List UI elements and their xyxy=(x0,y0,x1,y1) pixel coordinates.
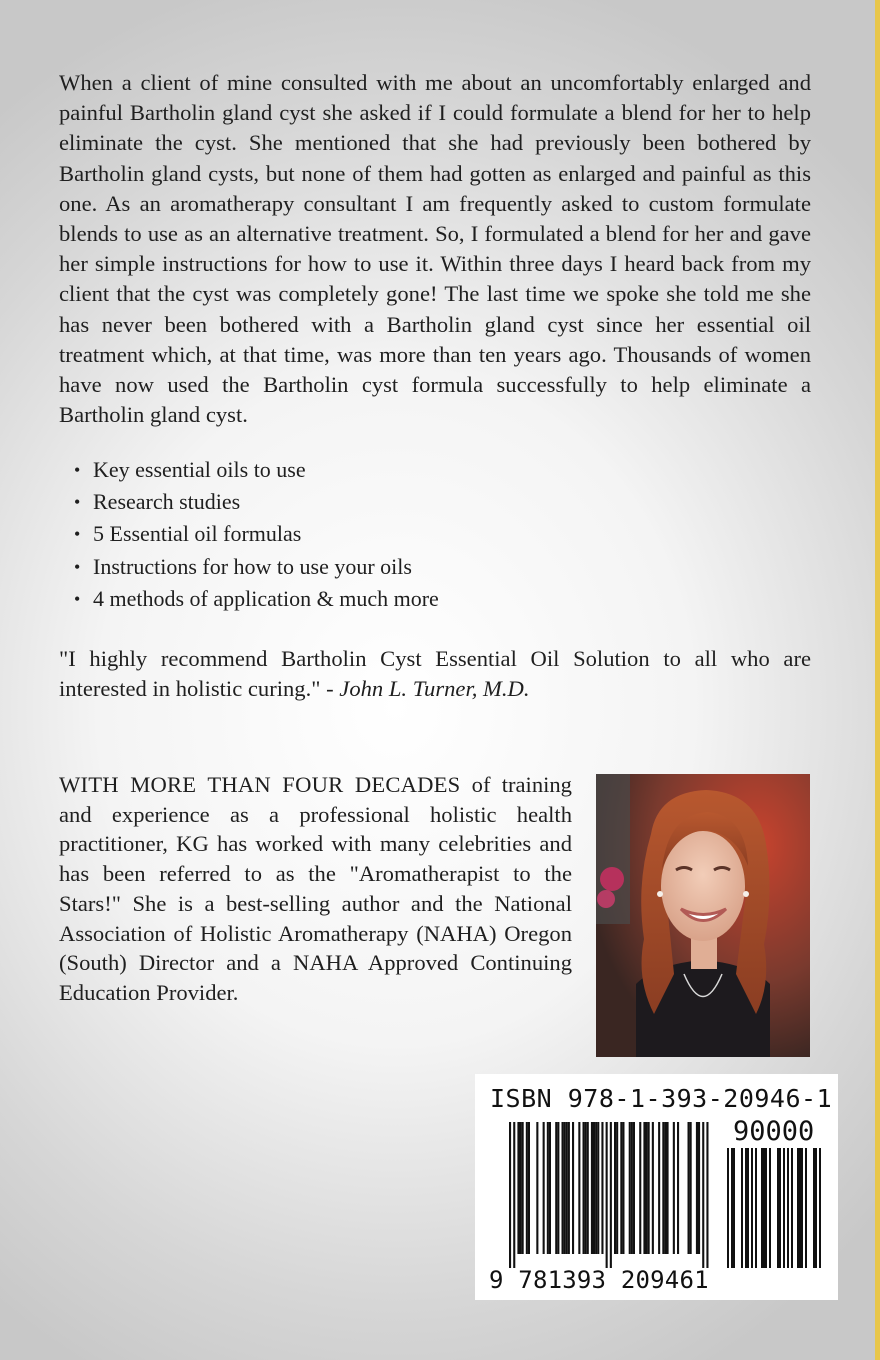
barcode-bar xyxy=(677,1122,679,1254)
barcode-bar xyxy=(509,1122,511,1268)
addon-bar xyxy=(777,1148,779,1268)
addon-bar xyxy=(799,1148,801,1268)
barcode-bar xyxy=(616,1122,618,1254)
barcode-bar xyxy=(652,1122,654,1254)
addon-bar xyxy=(787,1148,789,1268)
barcode-bar xyxy=(597,1122,599,1254)
barcode-bar xyxy=(662,1122,664,1254)
barcode-bar xyxy=(620,1122,622,1254)
barcode-bar xyxy=(667,1122,669,1254)
addon-bar xyxy=(765,1148,767,1268)
barcode-bar xyxy=(547,1122,549,1254)
barcode-bar xyxy=(631,1122,633,1254)
feature-item: • 5 Essential oil formulas xyxy=(74,518,439,550)
feature-item: • Key essential oils to use xyxy=(74,454,439,486)
barcode-bar xyxy=(702,1122,704,1268)
barcode-bar xyxy=(578,1122,580,1254)
addon-bar xyxy=(741,1148,743,1268)
barcode-bar xyxy=(513,1122,515,1268)
addon-bar xyxy=(819,1148,821,1268)
feature-item: • Instructions for how to use your oils xyxy=(74,551,439,583)
barcode-bar xyxy=(614,1122,616,1254)
ean13-barcode-bars xyxy=(509,1122,719,1268)
intro-paragraph: When a client of mine consulted with me about an uncomfortably enlarged and painful Bartholin gland cyst she asked if I could formulate a blend for her to help eliminate the cyst. She mentioned that she had previously been bothered by Bartholin gland cysts, but none of them had gotten as enlarged and painful as this one. As an aromatherapy consultant I am frequently asked to custom formulate blends to use as an alternative treatment. So, I formulated a blend for her and gave her simple instructions for how to use it. Within three days I heard back from my client that the cyst was completely gone! The last time we spoke she told me she has never been bothered with a Bartholin gland cyst since her essential oil treatment which, at that time, was more than ten years ago. Thousands of women have now used the Bartholin cyst formula successfully to help eliminate a Bartholin gland cyst. xyxy=(59,70,811,428)
barcode-bar xyxy=(555,1122,557,1254)
barcode-bar xyxy=(526,1122,528,1254)
addon-bar xyxy=(731,1148,733,1268)
barcode-bar xyxy=(572,1122,574,1254)
barcode-bar xyxy=(639,1122,641,1254)
author-bio-lead: WITH MORE THAN FOUR DECADES xyxy=(59,772,461,797)
barcode-bar xyxy=(664,1122,666,1254)
barcode-bar xyxy=(549,1122,551,1254)
addon-bar xyxy=(761,1148,763,1268)
barcode-bar xyxy=(593,1122,595,1254)
barcode-bar xyxy=(673,1122,675,1254)
barcode-bar xyxy=(536,1122,538,1254)
addon-bar xyxy=(791,1148,793,1268)
barcode-bar xyxy=(587,1122,589,1254)
testimonial-author: John L. Turner, M.D. xyxy=(339,676,530,702)
barcode-bar xyxy=(517,1122,519,1254)
testimonial-separator: - xyxy=(320,676,340,702)
cover-edge-stripe xyxy=(875,0,880,1360)
barcode-bar xyxy=(566,1122,568,1254)
barcode-bar xyxy=(543,1122,545,1254)
addon-bar xyxy=(755,1148,757,1268)
addon-bar xyxy=(769,1148,771,1268)
barcode-bar xyxy=(629,1122,631,1254)
isbn-barcode xyxy=(475,1074,838,1300)
testimonial xyxy=(59,644,811,704)
barcode-bar xyxy=(698,1122,700,1254)
barcode-bar xyxy=(696,1122,698,1254)
barcode-bar xyxy=(591,1122,593,1254)
addon-bar xyxy=(813,1148,815,1268)
testimonial-text: "I highly recommend Bartholin Cyst Essential Oil Solution to all who are interested in holistic curing." xyxy=(59,646,811,702)
barcode-bar xyxy=(564,1122,566,1254)
barcode-bar xyxy=(610,1122,612,1268)
feature-list xyxy=(74,454,439,615)
barcode-bar xyxy=(648,1122,650,1254)
addon-bar xyxy=(815,1148,817,1268)
barcode-bar xyxy=(522,1122,524,1254)
addon-bar xyxy=(763,1148,765,1268)
barcode-bar xyxy=(690,1122,692,1254)
barcode-bar xyxy=(595,1122,597,1254)
barcode-bar xyxy=(706,1122,708,1268)
addon-bar xyxy=(727,1148,729,1268)
barcode-bar xyxy=(528,1122,530,1254)
barcode-bar xyxy=(520,1122,522,1254)
author-photo xyxy=(596,774,810,1057)
feature-item: • 4 methods of application & much more xyxy=(74,583,439,615)
addon-bar xyxy=(733,1148,735,1268)
addon-bar xyxy=(805,1148,807,1268)
barcode-bar xyxy=(646,1122,648,1254)
barcode-bar xyxy=(622,1122,624,1254)
author-bio xyxy=(59,770,572,1008)
addon-bar xyxy=(783,1148,785,1268)
author-portrait-illustration xyxy=(596,774,810,1057)
barcode-bar xyxy=(568,1122,570,1254)
author-bio-body: of training and experience as a professional holistic health practitioner, KG has worked with many celebrities and has been referred to as the "Aromatherapist to the Stars!" She is a best-selling author and the National Association of Holistic Aromatherapy (NAHA) Oregon (South) Director and a NAHA Approved Continuing Education Provider. xyxy=(59,772,572,1005)
addon-bar xyxy=(797,1148,799,1268)
feature-item: • Research studies xyxy=(74,486,439,518)
barcode-bar xyxy=(562,1122,564,1254)
price-addon-bars xyxy=(727,1148,823,1268)
barcode-bar xyxy=(688,1122,690,1254)
addon-bar xyxy=(745,1148,747,1268)
isbn-label: ISBN 978-1-393-20946-1 xyxy=(490,1084,833,1113)
barcode-bar xyxy=(601,1122,603,1254)
ean-digits: 9 781393 209461 xyxy=(489,1266,709,1294)
addon-bar xyxy=(751,1148,753,1268)
barcode-bar xyxy=(557,1122,559,1254)
barcode-bar xyxy=(583,1122,585,1254)
price-code: 90000 xyxy=(733,1116,815,1147)
barcode-bar xyxy=(643,1122,645,1254)
addon-bar xyxy=(801,1148,803,1268)
addon-bar xyxy=(779,1148,781,1268)
barcode-bar xyxy=(606,1122,608,1268)
barcode-bar xyxy=(585,1122,587,1254)
barcode-bar xyxy=(633,1122,635,1254)
barcode-bar xyxy=(658,1122,660,1254)
addon-bar xyxy=(747,1148,749,1268)
